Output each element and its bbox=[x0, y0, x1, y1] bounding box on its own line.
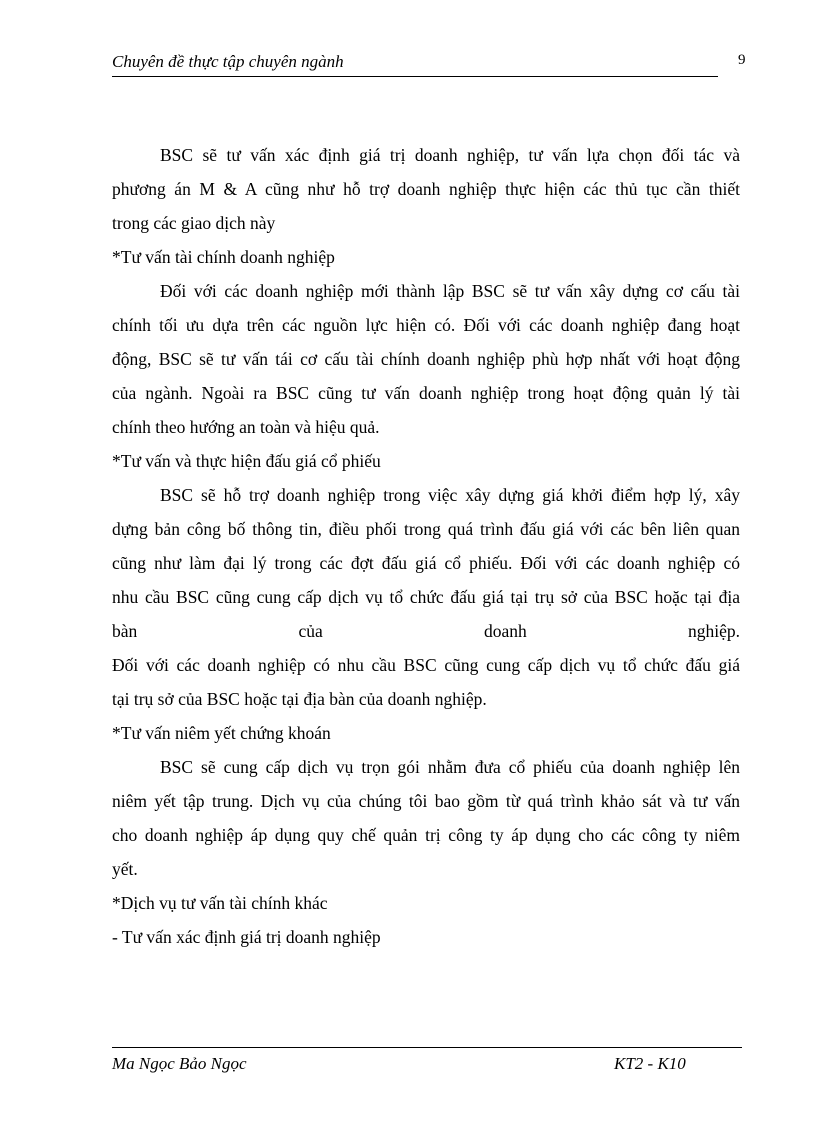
paragraph-line: bàn của doanh nghiệp. bbox=[112, 621, 740, 641]
paragraph-line: cho doanh nghiệp áp dụng quy chế quản trị công ty áp dụng cho các công ty niêm bbox=[112, 825, 740, 845]
footer-author: Ma Ngọc Bảo Ngọc bbox=[112, 1054, 247, 1073]
paragraph-line: niêm yết tập trung. Dịch vụ của chúng tôi bao gồm từ quá trình khảo sát và tư vấn bbox=[112, 791, 740, 811]
paragraph-line: cũng như làm đại lý trong các đợt đấu giá cổ phiếu. Đối với các doanh nghiệp có bbox=[112, 553, 740, 573]
paragraph-line: dựng bản công bố thông tin, điều phối trong quá trình đấu giá với các bên liên quan bbox=[112, 519, 740, 539]
paragraph-line: Đối với các doanh nghiệp có nhu cầu BSC cũng cung cấp dịch vụ tổ chức đấu giá bbox=[112, 655, 740, 675]
paragraph-line: của ngành. Ngoài ra BSC cũng tư vấn doanh nghiệp trong hoạt động quản lý tài bbox=[112, 383, 740, 403]
paragraph-line: BSC sẽ tư vấn xác định giá trị doanh nghiệp, tư vấn lựa chọn đối tác và bbox=[160, 145, 740, 165]
paragraph-line: Đối với các doanh nghiệp mới thành lập BSC sẽ tư vấn xây dựng cơ cấu tài bbox=[160, 281, 740, 301]
paragraph-line: BSC sẽ hỗ trợ doanh nghiệp trong việc xây dựng giá khởi điểm hợp lý, xây bbox=[160, 485, 740, 505]
page-header bbox=[112, 50, 718, 77]
list-item: - Tư vấn xác định giá trị doanh nghiệp bbox=[112, 927, 381, 947]
paragraph-line: chính tối ưu dựa trên các nguồn lực hiện có. Đối với các doanh nghiệp đang hoạt bbox=[112, 315, 740, 335]
paragraph-line: trong các giao dịch này bbox=[112, 213, 276, 233]
section-heading: *Tư vấn và thực hiện đấu giá cổ phiếu bbox=[112, 451, 381, 471]
paragraph-line: động, BSC sẽ tư vấn tái cơ cấu tài chính doanh nghiệp phù hợp nhất với hoạt động bbox=[112, 349, 740, 369]
footer-class: KT2 - K10 bbox=[614, 1054, 686, 1073]
paragraph-line: phương án M & A cũng như hỗ trợ doanh nghiệp thực hiện các thủ tục cần thiết bbox=[112, 179, 740, 199]
document-body bbox=[112, 138, 740, 954]
paragraph-line: tại trụ sở của BSC hoặc tại địa bàn của doanh nghiệp. bbox=[112, 689, 487, 709]
paragraph-line: BSC sẽ cung cấp dịch vụ trọn gói nhằm đưa cổ phiếu của doanh nghiệp lên bbox=[160, 757, 740, 777]
page-number: 9 bbox=[738, 52, 746, 68]
section-heading: *Tư vấn tài chính doanh nghiệp bbox=[112, 247, 335, 267]
paragraph-line: yết. bbox=[112, 859, 138, 879]
paragraph-line: nhu cầu BSC cũng cung cấp dịch vụ tổ chức đấu giá tại trụ sở của BSC hoặc tại địa bbox=[112, 587, 740, 607]
section-heading: *Tư vấn niêm yết chứng khoán bbox=[112, 723, 331, 743]
header-title: Chuyên đề thực tập chuyên ngành bbox=[112, 52, 344, 71]
section-heading: *Dịch vụ tư vấn tài chính khác bbox=[112, 893, 328, 913]
page-footer bbox=[112, 1047, 742, 1073]
paragraph-line: chính theo hướng an toàn và hiệu quả. bbox=[112, 417, 380, 437]
